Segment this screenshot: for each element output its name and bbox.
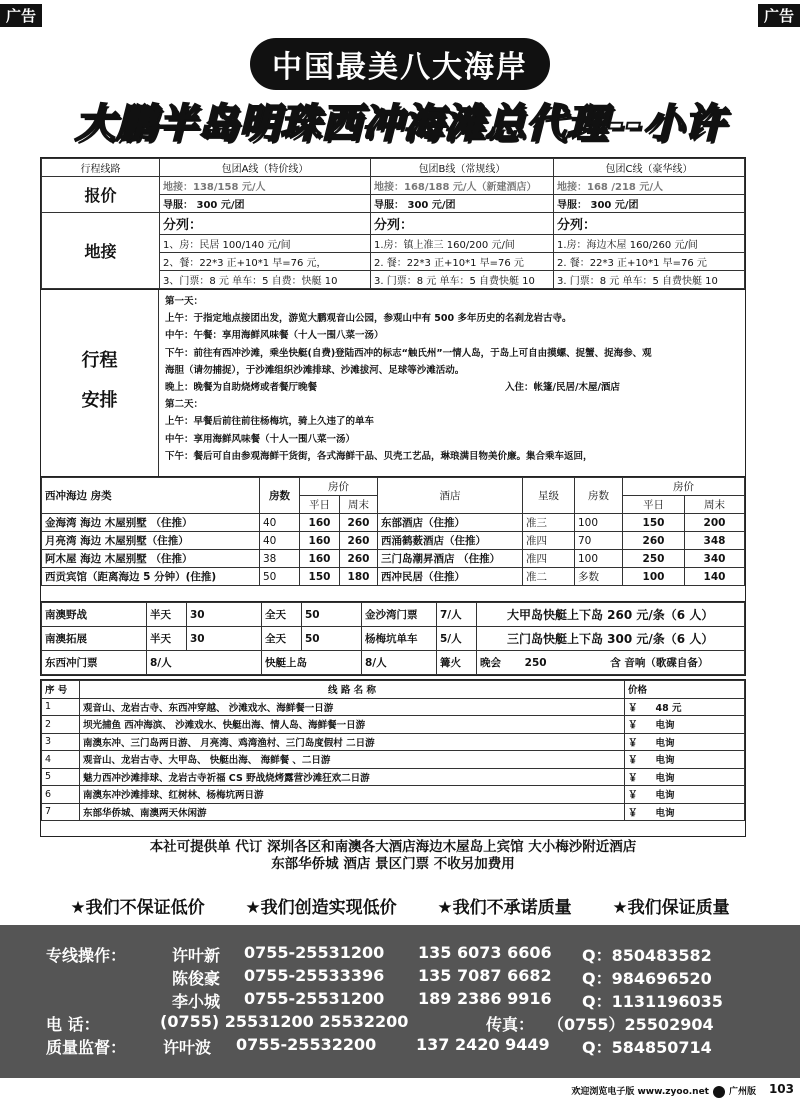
route-no: 4 xyxy=(42,751,80,769)
extra-name: 南澳拓展 xyxy=(42,627,147,651)
rooms-header-type: 西冲海边 房类 xyxy=(42,478,260,514)
itinerary-line: 海胆（请勿捕捉），于沙滩组织沙滩排球、沙滩拔河、足球等沙滩活动。 xyxy=(165,364,465,376)
line-b-guide: 导服： 300 元/团 xyxy=(371,195,554,213)
route-name: 坝光捕鱼 西冲海滨、 沙滩戏水、快艇出海、情人岛、海鲜餐一日游 xyxy=(80,716,625,734)
routes-header-no: 序 号 xyxy=(42,681,80,699)
hotel-star: 准四 xyxy=(523,532,575,550)
extra-name: 南澳野战 xyxy=(42,603,147,627)
room-weekday: 150 xyxy=(300,568,340,586)
route-price: ￥ 电询 xyxy=(625,733,745,751)
route-name: 东部华侨城、南澳两天休闲游 xyxy=(80,803,625,821)
extra-full-price: 50 xyxy=(302,627,362,651)
hotel-star: 准三 xyxy=(523,514,575,532)
route-price: ￥ 电询 xyxy=(625,716,745,734)
hotel-weekend: 200 xyxy=(685,514,745,532)
line-b-quote: 地接：168/188 元/人（新建酒店） xyxy=(371,177,554,195)
routes-header-price: 价格 xyxy=(625,681,745,699)
extra-item-price: 5/人 xyxy=(437,627,477,651)
ad-label-left: 广告 xyxy=(0,4,42,27)
local-label: 地接 xyxy=(42,213,160,289)
page-number: 103 xyxy=(768,1082,794,1096)
rooms-header-weekend: 周末 xyxy=(340,496,378,514)
routes-header-name: 线 路 名 称 xyxy=(80,681,625,699)
slogan: ★我们创造实现低价 xyxy=(245,898,397,918)
itinerary-line: 下午：餐后可自由参观海鲜干货街，各式海鲜干品、贝壳工艺品，琳琅满目物美价廉。集合乘车返回， xyxy=(165,450,593,462)
line-c-guide: 导服： 300 元/团 xyxy=(554,195,745,213)
line-a-meal: 2、餐：22*3 正+10*1 早=76 元， xyxy=(160,253,371,271)
rooms-header-price: 房价 xyxy=(300,478,378,496)
routes-table xyxy=(40,679,746,837)
line-a-ticket: 3、门票：8 元 单车：5 自费：快艇 10 xyxy=(160,271,371,289)
line-a-breakdown: 分列： xyxy=(160,213,371,235)
service-note: 本社可提供单 代订 深圳各区和南澳各大酒店海边木屋岛上宾馆 大小梅沙附近酒店 东部华侨城 酒店 景区门票 不收另加费用 xyxy=(149,839,637,872)
itinerary-stay: 入住：帐篷/民居/木屋/酒店 xyxy=(505,382,620,394)
room-weekday: 160 xyxy=(300,514,340,532)
room-type: 金海湾 海边 木屋别墅 （住推） xyxy=(42,514,260,532)
hotel-weekend: 340 xyxy=(685,550,745,568)
line-c-ticket: 3. 门票：8 元 单车：5 自费快艇 10 xyxy=(554,271,745,289)
line-b-room: 1.房：镇上准三 160/200 元/间 xyxy=(371,235,554,253)
hotel-count: 100 xyxy=(575,550,623,568)
main-title: 中国最美八大海岸 xyxy=(0,38,800,90)
slogans xyxy=(0,893,800,918)
hotel-count: 100 xyxy=(575,514,623,532)
table-row xyxy=(42,786,745,804)
hotel-name: 三门岛潮昇酒店 （住推） xyxy=(378,550,523,568)
room-type: 西贡宾馆（距离海边 5 分钟）(住推) xyxy=(42,568,260,586)
table-row xyxy=(42,568,745,586)
extra-boat-price: 8/人 xyxy=(362,651,437,675)
extra-name: 东西冲门票 xyxy=(42,651,147,675)
hotel-star: 准四 xyxy=(523,550,575,568)
hotel-weekend: 140 xyxy=(685,568,745,586)
header-route: 行程线路 xyxy=(42,159,160,177)
route-price: ￥ 电询 xyxy=(625,786,745,804)
hotel-weekday: 100 xyxy=(623,568,685,586)
extra-fire: 篝火 xyxy=(437,651,477,675)
room-weekend: 180 xyxy=(340,568,378,586)
itinerary-line: 中午：午餐：享用海鲜风味餐（十人一围八菜一汤） xyxy=(165,330,384,342)
hotel-weekday: 250 xyxy=(623,550,685,568)
extra-full-price: 50 xyxy=(302,603,362,627)
rooms-header-weekday: 平日 xyxy=(300,496,340,514)
table-row xyxy=(42,651,745,675)
extra-boat: 大甲岛快艇上下岛 260 元/条（6 人） xyxy=(477,603,745,627)
itinerary-line: 晚上：晚餐为自助烧烤或者餐厅晚餐 入住：帐篷/民居/木屋/酒店 xyxy=(165,379,745,396)
hotel-name: 西涌鹤薮酒店（住推） xyxy=(378,532,523,550)
contact-panel: 专线操作： 许叶新 0755-25531200 135 6073 6606 Q：850483582 陈俊豪 0755-25533396 135 7087 6682 Q：984696520 李小城 0755-25531200 189 2386 9916 Q：1131196035 电 话： (0755) 25531200 25532200 传真： （0755）25502904 质量监督： 许叶波 0755-25532200 137 2420 9449 Q：584850714 xyxy=(0,925,800,1078)
extra-party: 晚会 250 含 音响（歌碟自备） xyxy=(477,651,745,675)
rooms-header-hcount: 房数 xyxy=(575,478,623,514)
room-count: 50 xyxy=(260,568,300,586)
hotel-count: 多数 xyxy=(575,568,623,586)
itinerary-line: 第一天： xyxy=(165,296,204,307)
line-c-room: 1.房：海边木屋 160/260 元/间 xyxy=(554,235,745,253)
route-name: 南澳东冲沙滩排球、红树林、杨梅坑两日游 xyxy=(80,786,625,804)
table-row xyxy=(42,768,745,786)
extra-item: 杨梅坑单车 xyxy=(362,627,437,651)
line-a-quote: 地接：138/158 元/人 xyxy=(160,177,371,195)
itinerary-section xyxy=(40,290,746,477)
table-row xyxy=(42,733,745,751)
extra-full: 全天 xyxy=(262,627,302,651)
route-name: 南澳东冲、三门岛两日游、 月亮湾、鸡湾渔村、三门岛度假村 二日游 xyxy=(80,733,625,751)
table-row xyxy=(42,716,745,734)
itinerary-line: 下午：前往有西冲沙滩，乘坐快艇(自费)登陆西冲的标志“触氏州”一情人岛，于岛上可自由摸螺、捉蟹、捉海参、观 xyxy=(165,347,652,359)
itinerary-line: 上午：于指定地点接团出发，游览大鹏观音山公园，参观山中有 500 多年历史的名刹龙岩古寺。 xyxy=(165,313,572,325)
extra-boat: 三门岛快艇上下岛 300 元/条（6 人） xyxy=(477,627,745,651)
route-name: 观音山、龙岩古寺、大甲岛、 快艇出海、 海鲜餐 、二日游 xyxy=(80,751,625,769)
extra-item: 金沙湾门票 xyxy=(362,603,437,627)
hotel-weekday: 150 xyxy=(623,514,685,532)
route-price: ￥ 48 元 xyxy=(625,698,745,716)
route-name: 魅力西冲沙滩排球、龙岩古寺祈福 CS 野战烧烤露营沙滩狂欢二日游 xyxy=(80,768,625,786)
header-line-c: 包团C线（豪华线） xyxy=(554,159,745,177)
rooms-header-hweekend: 周末 xyxy=(685,496,745,514)
footer-text: 欢迎浏览电子版 www.zyoo.net 广州版 xyxy=(571,1087,756,1097)
extra-item-price: 7/人 xyxy=(437,603,477,627)
route-no: 7 xyxy=(42,803,80,821)
line-c-meal: 2. 餐：22*3 正+10*1 早=76 元 xyxy=(554,253,745,271)
route-no: 3 xyxy=(42,733,80,751)
table-row xyxy=(42,514,745,532)
hotel-star: 准二 xyxy=(523,568,575,586)
hotel-count: 70 xyxy=(575,532,623,550)
extra-price: 8/人 xyxy=(147,651,262,675)
hotel-name: 西冲民居（住推） xyxy=(378,568,523,586)
rooms-header-hotel: 酒店 xyxy=(378,478,523,514)
rooms-header-star: 星级 xyxy=(523,478,575,514)
sub-title: 大鹏半岛明珠西冲海滩总代理--小许 xyxy=(74,101,726,147)
itinerary-line: 中午：享用海鲜风味餐（十人一围八菜一汤） xyxy=(165,433,356,445)
route-price: ￥ 电询 xyxy=(625,768,745,786)
itinerary-label-2: 安排 xyxy=(81,390,118,411)
room-weekday: 160 xyxy=(300,532,340,550)
route-price: ￥ 电询 xyxy=(625,803,745,821)
extra-half: 半天 xyxy=(147,627,187,651)
extra-half-price: 30 xyxy=(187,603,262,627)
route-no: 1 xyxy=(42,698,80,716)
extra-half: 半天 xyxy=(147,603,187,627)
room-type: 月亮湾 海边 木屋别墅（住推） xyxy=(42,532,260,550)
line-b-breakdown: 分列： xyxy=(371,213,554,235)
table-row xyxy=(42,698,745,716)
quote-label: 报价 xyxy=(42,177,160,213)
room-count: 38 xyxy=(260,550,300,568)
line-c-quote: 地接：168 /218 元/人 xyxy=(554,177,745,195)
slogan: ★我们保证质量 xyxy=(612,898,730,918)
hotel-weekday: 260 xyxy=(623,532,685,550)
line-a-room: 1、房：民居 100/140 元/间 xyxy=(160,235,371,253)
route-no: 5 xyxy=(42,768,80,786)
header-line-a: 包团A线（特价线） xyxy=(160,159,371,177)
slogan: ★我们不保证低价 xyxy=(70,898,205,918)
rooms-header-hprice: 房价 xyxy=(623,478,745,496)
itinerary-line: 上午：早餐后前往前往杨梅坑，骑上久违了的单车 xyxy=(165,416,375,428)
room-count: 40 xyxy=(260,514,300,532)
route-name: 观音山、龙岩古寺、东西冲穿越、 沙滩戏水、海鲜餐一日游 xyxy=(80,698,625,716)
page-footer xyxy=(0,1082,800,1100)
table-row xyxy=(42,532,745,550)
itinerary-line: 第二天： xyxy=(165,399,204,411)
line-b-ticket: 3. 门票：8 元 单车：5 自费快艇 10 xyxy=(371,271,554,289)
extras-table xyxy=(40,602,746,676)
hotel-name: 东部酒店（住推） xyxy=(378,514,523,532)
table-row xyxy=(42,803,745,821)
extra-boat-label: 快艇上岛 xyxy=(262,651,362,675)
room-table xyxy=(40,477,746,602)
extra-half-price: 30 xyxy=(187,627,262,651)
room-type: 阿木屋 海边 木屋别墅 （住推） xyxy=(42,550,260,568)
slogan: ★我们不承诺质量 xyxy=(437,898,572,918)
table-row xyxy=(42,751,745,769)
line-a-guide: 导服： 300 元/团 xyxy=(160,195,371,213)
header-line-b: 包团B线（常规线） xyxy=(371,159,554,177)
rooms-header-count: 房数 xyxy=(260,478,300,514)
room-count: 40 xyxy=(260,532,300,550)
rooms-header-hweekday: 平日 xyxy=(623,496,685,514)
table-row xyxy=(42,627,745,651)
table-row xyxy=(42,550,745,568)
ad-label-right: 广告 xyxy=(758,4,800,27)
room-weekend: 260 xyxy=(340,550,378,568)
logo-icon xyxy=(713,1086,725,1098)
room-weekend: 260 xyxy=(340,514,378,532)
hotel-weekend: 348 xyxy=(685,532,745,550)
route-price: ￥ 电询 xyxy=(625,751,745,769)
itinerary-label-1: 行程 xyxy=(81,350,118,371)
line-b-meal: 2. 餐：22*3 正+10*1 早=76 元 xyxy=(371,253,554,271)
price-table xyxy=(40,157,746,290)
route-no: 2 xyxy=(42,716,80,734)
extra-full: 全天 xyxy=(262,603,302,627)
line-c-breakdown: 分列： xyxy=(554,213,745,235)
table-row xyxy=(42,603,745,627)
route-no: 6 xyxy=(42,786,80,804)
room-weekend: 260 xyxy=(340,532,378,550)
room-weekday: 160 xyxy=(300,550,340,568)
